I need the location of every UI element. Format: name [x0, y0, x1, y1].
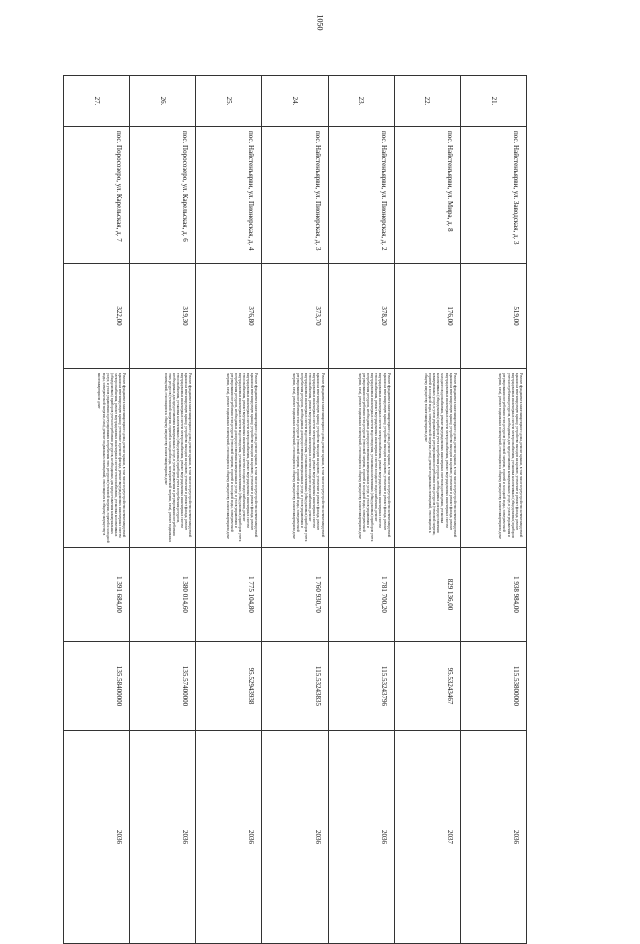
- capital-repair-table: [63, 75, 527, 944]
- area-cell: 378,20: [328, 264, 394, 369]
- cost-cell: 1 938 984,00: [460, 548, 526, 642]
- cost-cell: 1 775 104,80: [196, 548, 262, 642]
- cost-cell: 1 781 700,20: [328, 548, 394, 642]
- cost-cell: 1 391 684,00: [64, 548, 130, 642]
- unit-cost-cell: 115.53800000: [460, 642, 526, 731]
- year-cell: 2037: [394, 731, 460, 944]
- address-cell: пос. Найстенъярви, ул. Пионерская, д. 2: [328, 127, 394, 264]
- year-cell: 2036: [460, 731, 526, 944]
- year-cell: 2036: [196, 731, 262, 944]
- table-body: [64, 76, 527, 944]
- area-cell: 176,00: [394, 264, 460, 369]
- table-row: [394, 76, 460, 944]
- year-cell: 2036: [328, 731, 394, 944]
- unit-cost-cell: 115.53243835: [262, 642, 328, 731]
- cost-cell: 1 380 014,60: [130, 548, 196, 642]
- table-row: [196, 76, 262, 944]
- address-cell: пос. Найстенъярви, ул. Пионерская, д. 4: [196, 127, 262, 264]
- works-cell: Ремонт фундамента многоквартирного дома, ремонт крыши, в том числе переустройство невентилируемой крыши на вентилируемую крышу, устройство выходов на кровлю, утепление и ремонт фасада, ремонт внутридомовых инженерных систем электроснабжения, ремонт внутридомовых инженерных систем теплоснабжения, ремонт внутридомовых инженерных систем холодного водоснабжения, ремонт внутридомовых инженерных систем водоотведения, установка коллективных (общедомовых) приборов учета потребления ресурсов, необходимых для предоставления коммунальных услуг, и узлов управления и регулирования потребления этих ресурсов (тепловой энергии, горячей и холодной воды, электрической энергии, газа), ремонт подвальных помещений, относящихся к общему имуществу в многоквартирном доме: [328, 369, 394, 548]
- unit-cost-cell: 135.57400000: [130, 642, 196, 731]
- unit-cost-cell: 95.52943938: [196, 642, 262, 731]
- row-number: 27.: [64, 76, 130, 127]
- works-cell: Ремонт фундамента многоквартирного дома, ремонт крыши, в том числе переустройство невентилируемой крыши на вентилируемую крышу, утепление и ремонт фасада, ремонт внутридомовых инженерных систем электроснабжения, ремонт внутридомовых инженерных систем теплоснабжения, установка коллективных (общедомовых) приборов учета потребления ресурсов, необходимых для предоставления коммунальных услуг, и узлов управления и регулирования потребления этих ресурсов (тепловой энергии, горячей и холодной воды, электрической энергии, газа), ремонт подвальных помещений, относящихся к общему имуществу в многоквартирном доме: [64, 369, 130, 548]
- table-row: [262, 76, 328, 944]
- table-row: [328, 76, 394, 944]
- address-cell: пос. Поросозеро, ул. Карельская, д. 7: [64, 127, 130, 264]
- works-cell: Ремонт фундамента многоквартирного дома, ремонт крыши, в том числе переустройство невентилируемой крыши на вентилируемую крышу, устройство выходов на кровлю, утепление и ремонт фасада, ремонт внутридомовых инженерных систем электроснабжения, ремонт внутридомовых инженерных систем холодного водоснабжения, ремонт внутридомовых инженерных систем водоотведения, установка коллективных (общедомовых) приборов учета потребления ресурсов, необходимых для предоставления коммунальных услуг, и узлов управления и регулирования потребления этих ресурсов (тепловой энергии, горячей и холодной воды, электрической энергии, газа), ремонт подвальных помещений, относящихся к общему имуществу в многоквартирном доме: [394, 369, 460, 548]
- table-row: [130, 76, 196, 944]
- area-cell: 373,70: [262, 264, 328, 369]
- address-cell: пос. Найстенъярви, ул. Пионерская, д. 3: [262, 127, 328, 264]
- works-cell: Ремонт фундамента многоквартирного дома, ремонт крыши, в том числе переустройство невентилируемой крыши на вентилируемую крышу, устройство выходов на кровлю, утепление и ремонт фасада, ремонт внутридомовых инженерных систем электроснабжения, установка коллективных (общедомовых) приборов учета потребления ресурсов, необходимых для предоставления коммунальных услуг, и узлов управления и регулирования потребления этих ресурсов (тепловой энергии, горячей и холодной воды, электрической энергии, газа), ремонт подвальных помещений, относящихся к общему имуществу в многоквартирном доме: [460, 369, 526, 548]
- year-cell: 2036: [64, 731, 130, 944]
- area-cell: 322,00: [64, 264, 130, 369]
- works-cell: Ремонт фундамента многоквартирного дома, ремонт крыши, в том числе переустройство невентилируемой крыши на вентилируемую крышу, устройство выходов на кровлю, утепление и ремонт фасада, ремонт внутридомовых инженерных систем электроснабжения, ремонт внутридомовых инженерных систем теплоснабжения, ремонт внутридомовых инженерных систем холодного водоснабжения, ремонт внутридомовых инженерных систем водоотведения, установка коллективных (общедомовых) приборов учета потребления ресурсов, необходимых для предоставления коммунальных услуг, и узлов управления и регулирования потребления этих ресурсов (тепловой энергии, горячей и холодной воды, электрической энергии, газа), ремонт подвальных помещений, относящихся к общему имуществу в многоквартирном доме: [196, 369, 262, 548]
- year-cell: 2036: [130, 731, 196, 944]
- unit-cost-cell: 115.53243796: [328, 642, 394, 731]
- area-cell: 519,00: [460, 264, 526, 369]
- unit-cost-cell: 135.58400000: [64, 642, 130, 731]
- works-cell: Ремонт фундамента многоквартирного дома, ремонт крыши, в том числе переустройство невентилируемой крыши на вентилируемую крышу, устройство выходов на кровлю, утепление и ремонт фасада, ремонт внутридомовых инженерных систем электроснабжения, ремонт внутридомовых инженерных систем теплоснабжения, установка коллективных (общедомовых) приборов учета потребления ресурсов, необходимых для предоставления коммунальных услуг, и узлов управления и регулирования потребления этих ресурсов (тепловой энергии, горячей и холодной воды, электрической энергии, газа), ремонт подвальных помещений, относящихся к общему имуществу в многоквартирном доме: [130, 369, 196, 548]
- address-cell: пос. Поросозеро, ул. Карельская, д. 6: [130, 127, 196, 264]
- row-number: 24.: [262, 76, 328, 127]
- rotated-table-wrapper: [63, 75, 527, 880]
- row-number: 23.: [328, 76, 394, 127]
- table-row: [64, 76, 130, 944]
- area-cell: 319,30: [130, 264, 196, 369]
- year-cell: 2036: [262, 731, 328, 944]
- row-number: 21.: [460, 76, 526, 127]
- page-number: 1050: [315, 14, 325, 31]
- unit-cost-cell: 95.53243467: [394, 642, 460, 731]
- table-row: [460, 76, 526, 944]
- row-number: 22.: [394, 76, 460, 127]
- area-cell: 376,80: [196, 264, 262, 369]
- address-cell: пос. Найстенъярви, ул. Заводская, д. 3: [460, 127, 526, 264]
- cost-cell: 829 136,00: [394, 548, 460, 642]
- address-cell: пос. Найстенъярви, ул. Мира, д. 8: [394, 127, 460, 264]
- row-number: 26.: [130, 76, 196, 127]
- row-number: 25.: [196, 76, 262, 127]
- cost-cell: 1 760 930,70: [262, 548, 328, 642]
- works-cell: Ремонт фундамента многоквартирного дома, ремонт крыши, в том числе переустройство невентилируемой крыши на вентилируемую крышу, устройство выходов на кровлю, утепление и ремонт фасада, ремонт внутридомовых инженерных систем электроснабжения, ремонт внутридомовых инженерных систем теплоснабжения, ремонт внутридомовых инженерных систем холодного водоснабжения, ремонт внутридомовых инженерных систем водоотведения, установка коллективных (общедомовых) приборов учета потребления ресурсов, необходимых для предоставления коммунальных услуг, и узлов управления и регулирования потребления этих ресурсов (тепловой энергии, горячей и холодной воды, электрической энергии, газа), ремонт подвальных помещений, относящихся к общему имуществу в многоквартирном доме: [262, 369, 328, 548]
